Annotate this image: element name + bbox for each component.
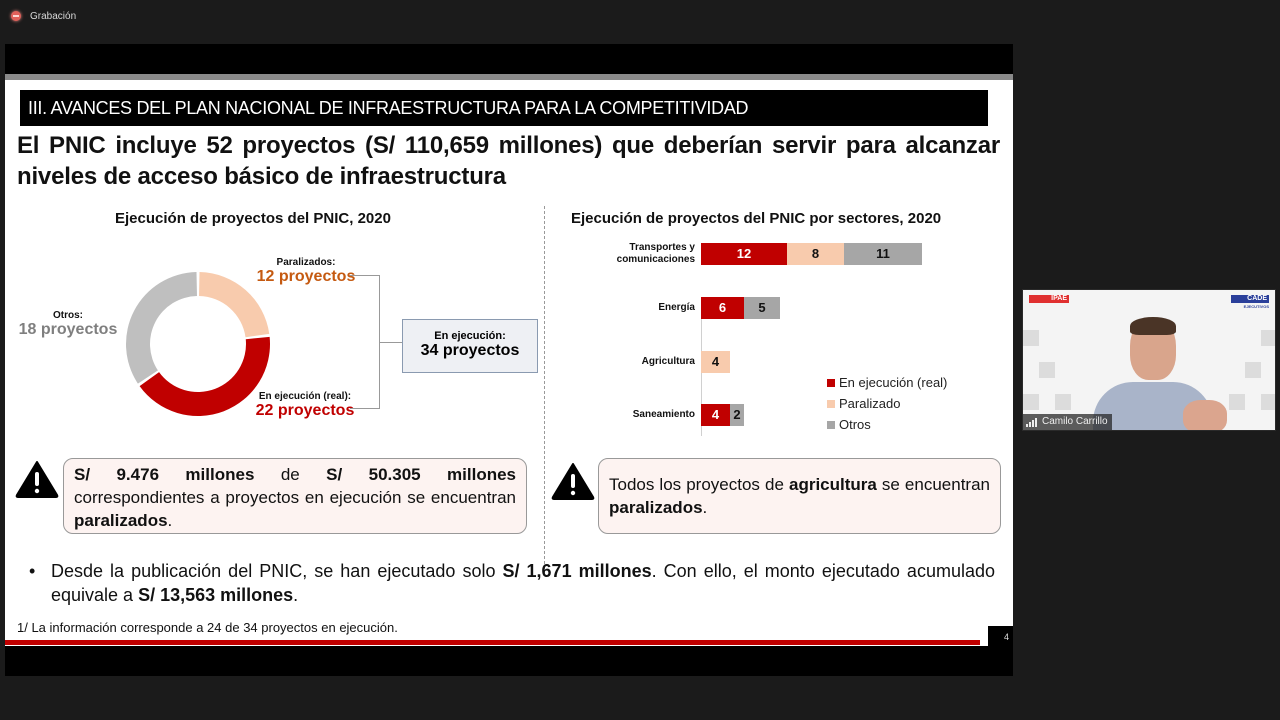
- legend-swatch: [827, 400, 835, 408]
- warning-icon: [551, 462, 595, 500]
- bracket-connector: [380, 342, 402, 343]
- background-tile: [1055, 394, 1071, 410]
- background-tile: [1039, 362, 1055, 378]
- en-ejecucion-box: En ejecución: 34 proyectos: [402, 319, 538, 373]
- bar-segment-paralizado: 8: [787, 243, 844, 265]
- category-transportes: Transportes y comunicaciones: [616, 242, 695, 265]
- participant-name-tag: [1023, 414, 1112, 430]
- cade-logo: CADE: [1231, 295, 1269, 303]
- column-divider: [544, 206, 545, 574]
- background-tile: [1261, 394, 1276, 410]
- footnote: 1/ La información corresponde a 24 de 34 proyectos en ejecución.: [17, 620, 398, 635]
- record-icon: [11, 11, 21, 21]
- participant-hair: [1130, 317, 1176, 335]
- legend-item-real: En ejecución (real): [827, 372, 947, 393]
- participant-video[interactable]: [1022, 289, 1276, 431]
- warning-icon: [15, 460, 59, 498]
- bar-agricultura: [701, 351, 730, 373]
- bar-transportes: [701, 243, 922, 265]
- bar-segment-otros: 11: [844, 243, 922, 265]
- participant-name: Camilo Carrillo: [1042, 416, 1108, 427]
- bracket: [350, 275, 380, 409]
- recording-label: Grabación: [30, 10, 77, 22]
- signal-strength-icon: [1026, 418, 1038, 427]
- ipae-logo: IPAE: [1029, 295, 1069, 303]
- label-otros: Otros: 18 proyectos: [18, 310, 118, 338]
- bar-saneamiento: [701, 404, 744, 426]
- page-number: 4: [988, 626, 1013, 646]
- background-tile: [1229, 394, 1245, 410]
- bar-chart-legend: [827, 372, 947, 435]
- category-energia: Energía: [658, 302, 695, 313]
- legend-item-paralizado: Paralizado: [827, 393, 947, 414]
- bar-segment-real: 4: [701, 404, 730, 426]
- background-tile: [1023, 330, 1039, 346]
- donut-segment-otros: [126, 272, 197, 384]
- bar-segment-real: 12: [701, 243, 787, 265]
- summary-bullet: • Desde la publicación del PNIC, se han ejecutado solo S/ 1,671 millones. Con ello, el monto ejecutado acumulado equivale a S/ 13,563 millones.: [25, 559, 995, 607]
- callout-paralizados-monto: S/ 9.476 millones de S/ 50.305 millones correspondientes a proyectos en ejecución se encuentran paralizados.: [63, 458, 527, 534]
- category-agricultura: Agricultura: [641, 356, 695, 367]
- recording-indicator: [0, 0, 1280, 32]
- category-saneamiento: Saneamiento: [632, 409, 695, 420]
- background-tile: [1261, 330, 1276, 346]
- background-tile: [1023, 394, 1039, 410]
- bar-segment-paralizado: 4: [701, 351, 730, 373]
- donut-chart-title: Ejecución de proyectos del PNIC, 2020: [115, 210, 391, 227]
- slide-headline: El PNIC incluye 52 proyectos (S/ 110,659 millones) que deberían servir para alcanzar niveles de acceso básico de infraestructura: [17, 132, 1000, 190]
- background-tile: [1245, 362, 1261, 378]
- section-title: III. AVANCES DEL PLAN NACIONAL DE INFRAESTRUCTURA PARA LA COMPETITIVIDAD: [20, 90, 988, 126]
- label-en-ejecucion-real: En ejecución (real): 22 proyectos: [255, 391, 355, 419]
- legend-swatch: [827, 421, 835, 429]
- cade-logo-subtitle: EJECUTIVOS: [1243, 304, 1269, 309]
- legend-item-otros: Otros: [827, 414, 947, 435]
- callout-agricultura: Todos los proyectos de agricultura se encuentran paralizados.: [598, 458, 1001, 534]
- legend-swatch: [827, 379, 835, 387]
- shared-screen: [5, 44, 1013, 676]
- bar-segment-otros: 5: [744, 297, 780, 319]
- slide: [5, 74, 1013, 646]
- footer-rule: [5, 640, 980, 645]
- participant-hand: [1183, 400, 1227, 431]
- bar-energia: [701, 297, 780, 319]
- bar-segment-otros: 2: [730, 404, 744, 426]
- label-paralizados: Paralizados: 12 proyectos: [256, 257, 356, 285]
- bar-chart-title: Ejecución de proyectos del PNIC por sectores, 2020: [571, 210, 942, 227]
- bar-segment-real: 6: [701, 297, 744, 319]
